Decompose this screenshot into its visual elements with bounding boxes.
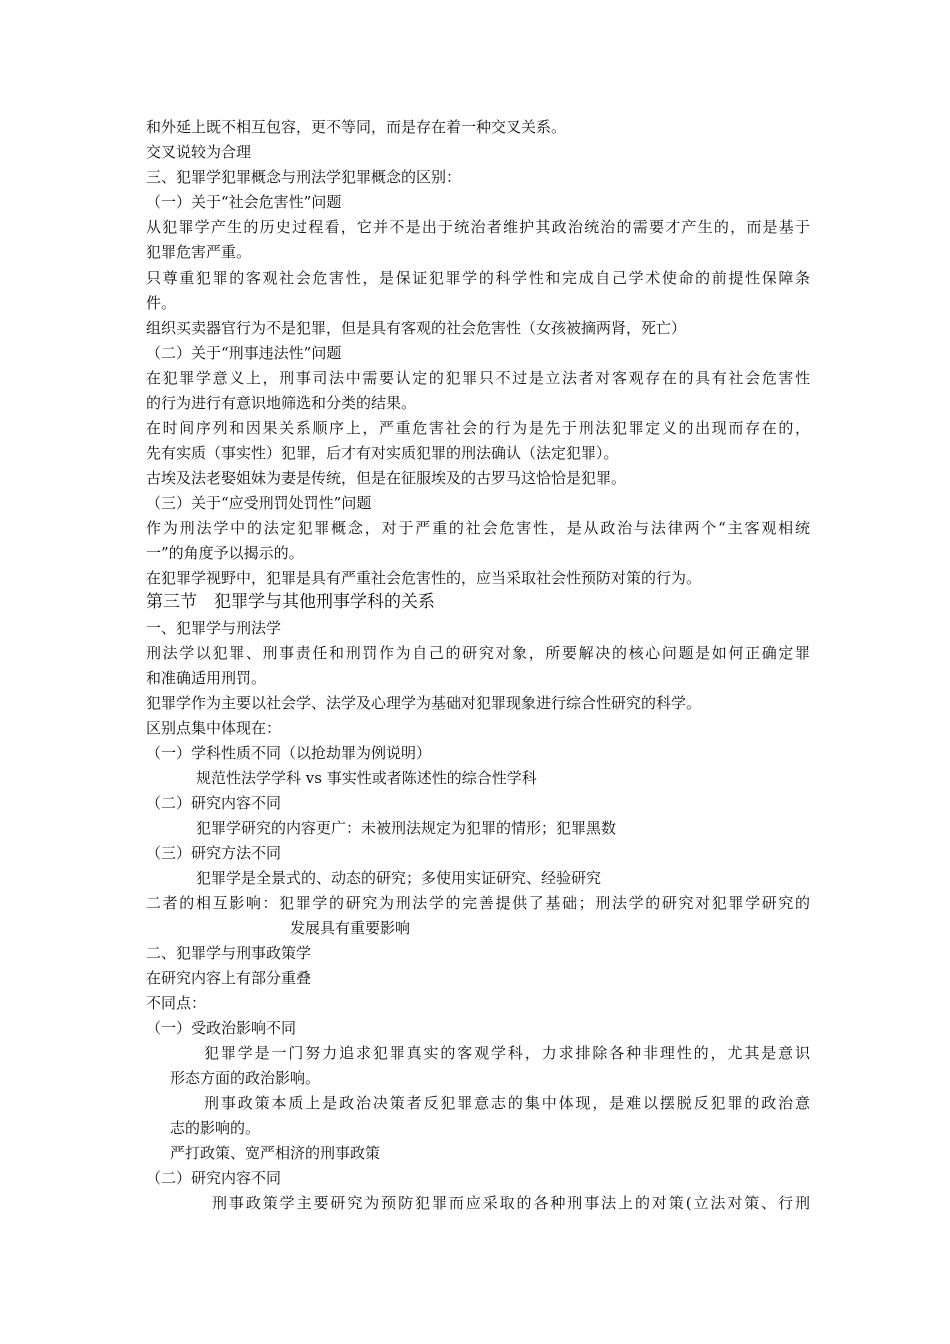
text-line: 从犯罪学产生的历史过程看，它并不是出于统治者维护其政治统治的需要才产生的，而是基于 bbox=[146, 218, 810, 236]
text-line: 一”的角度予以揭示的。 bbox=[146, 544, 304, 562]
text-line: 在犯罪学视野中，犯罪是具有严重社会危害性的，应当采取社会性预防对策的行为。 bbox=[146, 569, 702, 587]
text-line: 不同点： bbox=[146, 994, 207, 1012]
subsection-heading: （二）研究内容不同 bbox=[146, 794, 282, 812]
text-line: 犯罪学是一门努力追求犯罪真实的客观学科，力求排除各种非理性的，尤其是意识 bbox=[204, 1044, 810, 1062]
text-line: 严打政策、宽严相济的刑事政策 bbox=[170, 1144, 381, 1162]
section-heading: 一、犯罪学与刑法学 bbox=[146, 619, 282, 637]
text-line: 在研究内容上有部分重叠 bbox=[146, 969, 312, 987]
text-line: 交叉说较为合理 bbox=[146, 143, 252, 161]
text-line: 二者的相互影响：犯罪学的研究为刑法学的完善提供了基础；刑法学的研究对犯罪学研究的 bbox=[146, 894, 810, 912]
text-line: 刑法学以犯罪、刑事责任和刑罚作为自己的研究对象，所要解决的核心问题是如何正确定罪 bbox=[146, 644, 810, 662]
text-line: 先有实质（事实性）犯罪，后才有对实质犯罪的刑法确认（法定犯罪）。 bbox=[146, 444, 619, 462]
text-line: 犯罪危害严重。 bbox=[146, 243, 252, 261]
text-line: 犯罪学作为主要以社会学、法学及心理学为基础对犯罪现象进行综合性研究的科学。 bbox=[146, 694, 702, 712]
subsection-heading: （一）学科性质不同（以抢劫罪为例说明） bbox=[146, 744, 432, 762]
text-line: 和准确适用刑罚。 bbox=[146, 669, 267, 687]
text-line: 犯罪学是全景式的、动态的研究；多使用实证研究、经验研究 bbox=[196, 869, 602, 887]
text-line: 在犯罪学意义上，刑事司法中需要认定的犯罪只不过是立法者对客观存在的具有社会危害性 bbox=[146, 369, 810, 387]
text-line: 犯罪学研究的内容更广：未被刑法规定为犯罪的情形；犯罪黑数 bbox=[196, 819, 617, 837]
text-line: 刑事政策学主要研究为预防犯罪而应采取的各种刑事法上的对策(立法对策、行刑 bbox=[212, 1194, 810, 1212]
subsection-heading: （一）关于“社会危害性”问题 bbox=[146, 193, 342, 211]
text-line: 在时间序列和因果关系顺序上，严重危害社会的行为是先于刑法犯罪定义的出现而存在的， bbox=[146, 419, 810, 437]
text-line: 组织买卖器官行为不是犯罪，但是具有客观的社会危害性（女孩被摘两肾，死亡） bbox=[146, 319, 687, 337]
section-heading: 三、犯罪学犯罪概念与刑法学犯罪概念的区别： bbox=[146, 168, 462, 186]
subsection-heading: （三）关于“应受刑罚处罚性”问题 bbox=[146, 494, 372, 512]
text-line: 作为刑法学中的法定犯罪概念，对于严重的社会危害性，是从政治与法律两个“主客观相统 bbox=[146, 519, 810, 537]
text-line: 件。 bbox=[146, 294, 177, 312]
text-line: 的行为进行有意识地筛选和分类的结果。 bbox=[146, 394, 417, 412]
text-line: 和外延上既不相互包容，更不等同，而是存在着一种交叉关系。 bbox=[146, 118, 567, 136]
text-line: 只尊重犯罪的客观社会危害性，是保证犯罪学的科学性和完成自己学术使命的前提性保障条 bbox=[146, 269, 810, 287]
subsection-heading: （一）受政治影响不同 bbox=[146, 1019, 297, 1037]
subsection-heading: （二）关于“刑事违法性”问题 bbox=[146, 344, 342, 362]
text-line: 形态方面的政治影响。 bbox=[170, 1069, 321, 1087]
subsection-heading: （二）研究内容不同 bbox=[146, 1169, 282, 1187]
text-line: 古埃及法老娶姐妹为妻是传统，但是在征服埃及的古罗马这恰恰是犯罪。 bbox=[146, 469, 627, 487]
section-heading: 二、犯罪学与刑事政策学 bbox=[146, 944, 312, 962]
text-line: 发展具有重要影响 bbox=[290, 919, 411, 937]
subsection-heading: （三）研究方法不同 bbox=[146, 844, 282, 862]
chapter-section-title: 第三节 犯罪学与其他刑事学科的关系 bbox=[146, 592, 435, 612]
text-line: 志的影响的。 bbox=[170, 1119, 261, 1137]
text-line: 区别点集中体现在： bbox=[146, 719, 282, 737]
text-line: 规范性法学学科 vs 事实性或者陈述性的综合性学科 bbox=[196, 769, 537, 787]
text-line: 刑事政策本质上是政治决策者反犯罪意志的集中体现，是难以摆脱反犯罪的政治意 bbox=[204, 1094, 810, 1112]
